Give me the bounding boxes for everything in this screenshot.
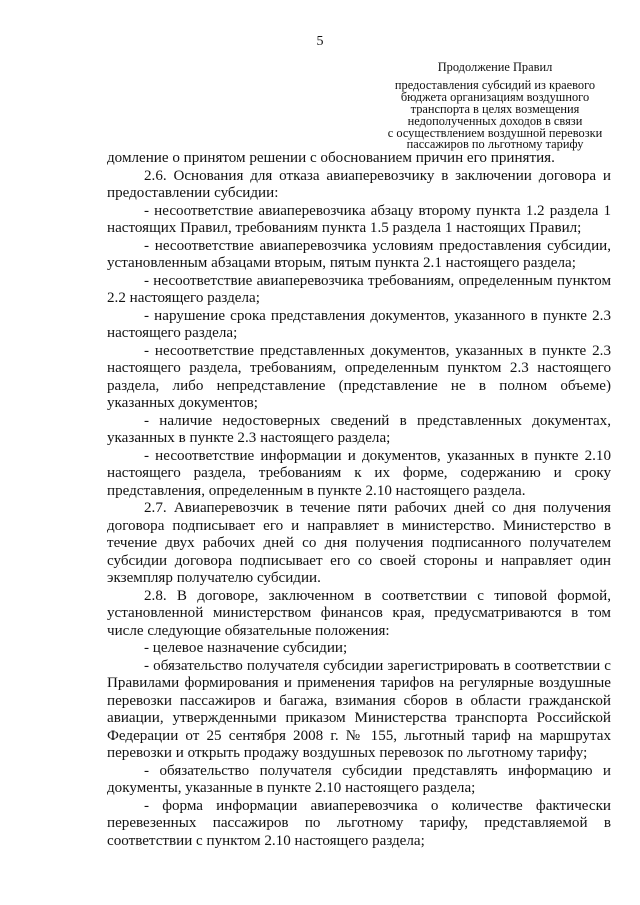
page-number: 5: [316, 34, 324, 49]
list-item: - несоответствие авиаперевозчика абзацу второму пункта 1.2 раздела 1 настоящих Правил, требованиям пункта 1.5 раздела 1 настоящих Правил;: [107, 202, 611, 236]
list-item: - несоответствие авиаперевозчика условиям предоставления субсидии, установленным абзацами вторым, пятым пункта 2.1 настоящего раздела;: [107, 237, 611, 271]
list-item: - несоответствие представленных документов, указанных в пункте 2.3 настоящего раздела, требованиям, определенным пунктом 2.3 настоящего раздела, либо непредставление (представление не в полном объеме) указанных документов;: [107, 342, 611, 411]
header-line: бюджета организациям воздушного: [400, 89, 590, 104]
paragraph-continuation: домление о принятом решении с обоснованием причин его принятия.: [107, 150, 555, 166]
paragraph-2-7: 2.7. Авиаперевозчик в течение пяти рабочих дней со дня получения договора подписывает его и направляет в министерство. Министерство в течение двух рабочих дней со дня получения подписанного получателем субсидии договора подписывает его со своей стороны и направляет один экземпляр получателю субсидии.: [107, 500, 611, 586]
paragraph-2-6: 2.6. Основания для отказа авиаперевозчику в заключении договора и предоставлении субсидии:: [107, 167, 611, 201]
continuation-header: [380, 62, 610, 151]
header-line: пассажиров по льготному тарифу: [406, 137, 584, 152]
paragraph-2-8: 2.8. В договоре, заключенном в соответствии с типовой формой, установленной министерством финансов края, предусматриваются в том числе следующие обязательные положения:: [107, 587, 611, 639]
list-item: - обязательство получателя субсидии представлять информацию и документы, указанные в пункте 2.10 настоящего раздела;: [107, 762, 611, 796]
list-item: - нарушение срока представления документов, указанного в пункте 2.3 настоящего раздела;: [107, 307, 611, 341]
header-line: предоставления субсидий из краевого: [394, 77, 596, 92]
list-item: - несоответствие информации и документов, указанных в пункте 2.10 настоящего раздела, требованиям к их форме, содержанию и сроку представления, определенным в пункте 2.10 настоящего раздела.: [107, 447, 611, 499]
list-item: - целевое назначение субсидии;: [144, 640, 348, 656]
header-line: недополученных доходов в связи: [407, 113, 583, 128]
list-item: - обязательство получателя субсидии зарегистрировать в соответствии с Правилами формирования и применения тарифов на регулярные воздушные перевозки пассажиров и багажа, взимания сборов в области гражданской авиации, утвержденными приказом Министерства транспорта Российской Федерации от 25 сентября 2008 г. № 155, льготный тариф на маршрутах перевозки и открыть продажу воздушных перевозок по льготному тарифу;: [107, 657, 611, 761]
list-item: - форма информации авиаперевозчика о количестве фактически перевезенных пассажиров по льготному тарифу, представляемой в соответствии с пунктом 2.10 настоящего раздела;: [107, 797, 611, 849]
list-item: - наличие недостоверных сведений в представленных документах, указанных в пункте 2.3 настоящего раздела;: [107, 412, 611, 446]
header-line: транспорта в целях возмещения: [410, 101, 580, 116]
header-line: с осуществлением воздушной перевозки: [387, 125, 603, 140]
document-body: [107, 150, 611, 850]
header-title: Продолжение Правил: [437, 60, 553, 74]
list-item: - несоответствие авиаперевозчика требованиям, определенным пунктом 2.2 настоящего раздела;: [107, 272, 611, 306]
